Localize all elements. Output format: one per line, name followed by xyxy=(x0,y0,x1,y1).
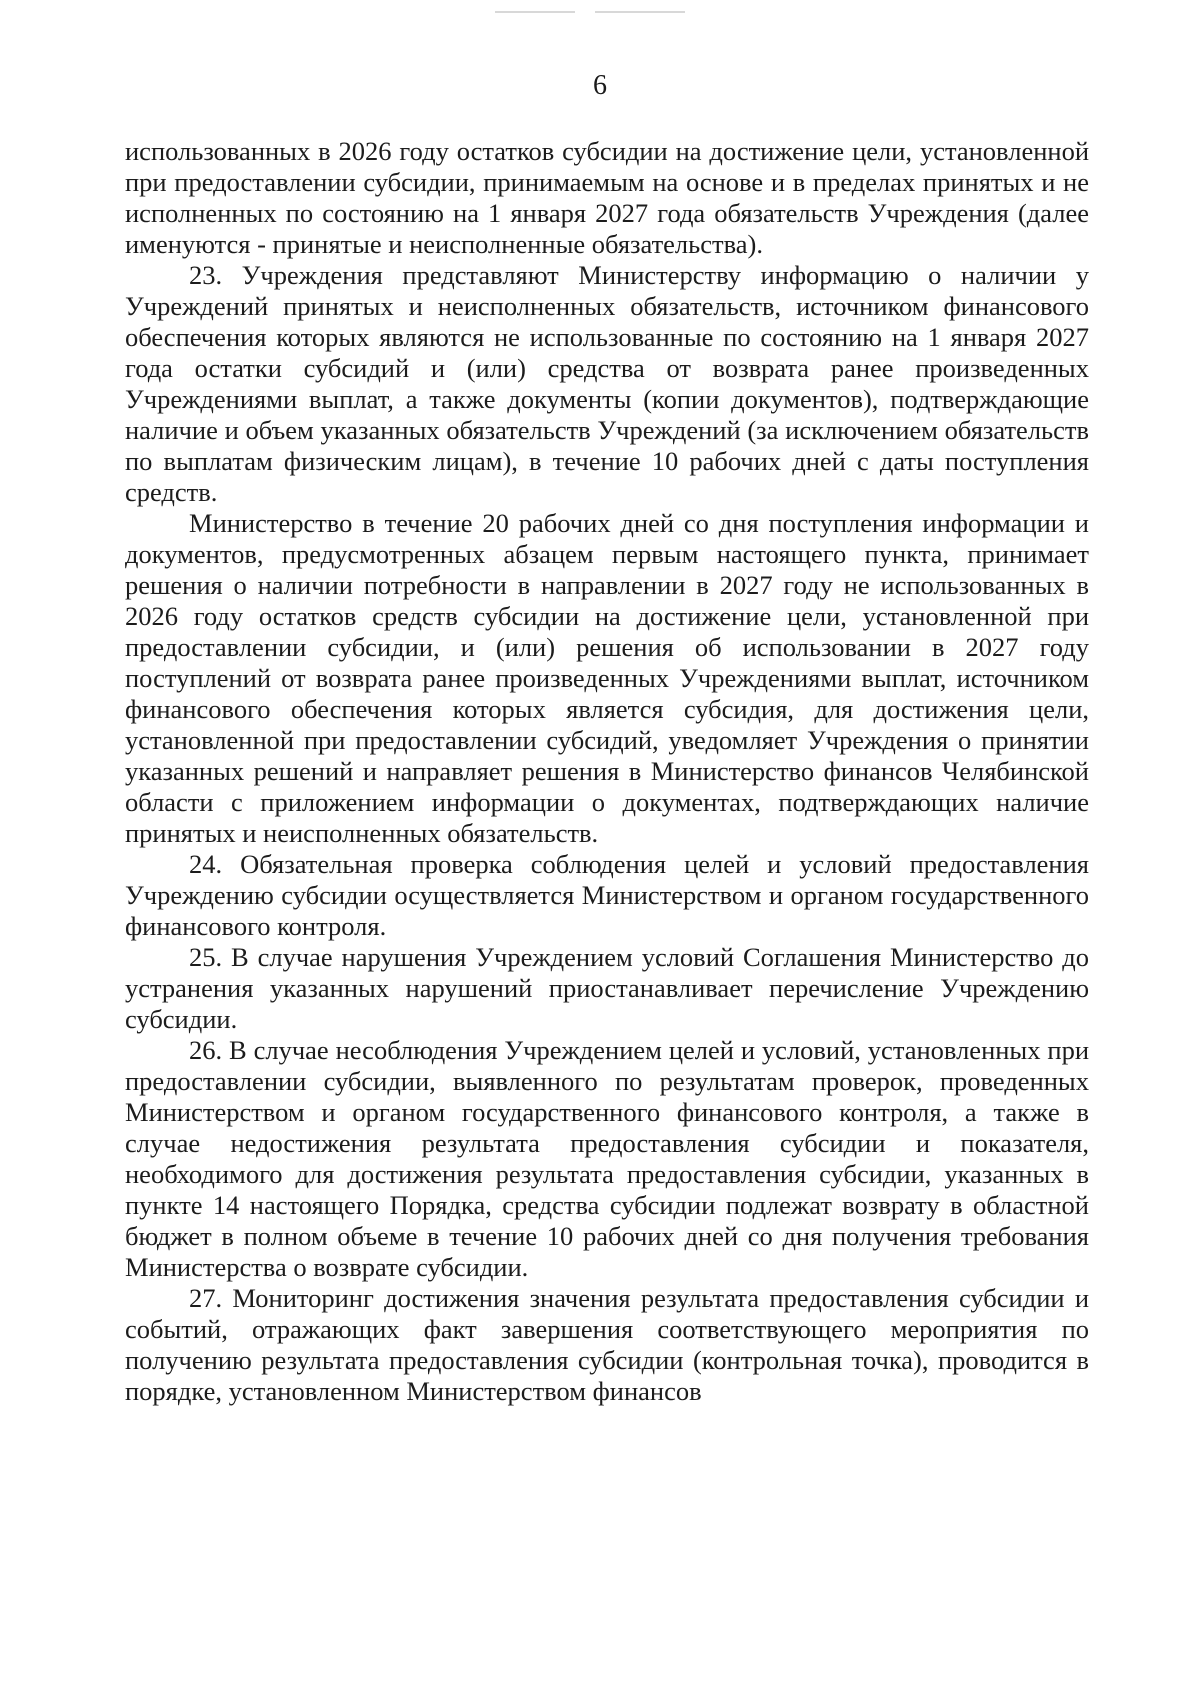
paragraph-26: 26. В случае несоблюдения Учреждением целей и условий, установленных при предоставлении субсидии, выявленного по результатам проверок, проведенных Министерством и органом государственного финансового контроля, а также в случае недостижения результата предоставления субсидии и показателя, необходимого для достижения результата предоставления субсидии, указанных в пункте 14 настоящего Порядка, средства субсидии подлежат возврату в областной бюджет в полном объеме в течение 10 рабочих дней со дня получения требования Министерства о возврате субсидии. xyxy=(125,1035,1089,1282)
paragraph-23-part-2: Министерство в течение 20 рабочих дней со дня поступления информации и документов, предусмотренных абзацем первым настоящего пункта, принимает решения о наличии потребности в направлении в 2027 году не использованных в 2026 году остатков средств субсидии на достижение цели, установленной при предоставлении субсидии, и (или) решения об использовании в 2027 году поступлений от возврата ранее произведенных Учреждениями выплат, источником финансового обеспечения которых является субсидия, для достижения цели, установленной при предоставлении субсидий, уведомляет Учреждения о принятии указанных решений и направляет решения в Министерство финансов Челябинской области с приложением информации о документах, подтверждающих наличие принятых и неисполненных обязательств. xyxy=(125,508,1089,848)
paragraph-23: 23. Учреждения представляют Министерству информацию о наличии у Учреждений принятых и неисполненных обязательств, источником финансового обеспечения которых являются не использованные по состоянию на 1 января 2027 года остатки субсидий и (или) средства от возврата ранее произведенных Учреждениями выплат, а также документы (копии документов), подтверждающие наличие и объем указанных обязательств Учреждений (за исключением обязательств по выплатам физическим лицам), в течение 10 рабочих дней с даты поступления средств. xyxy=(125,260,1089,507)
paragraph-24: 24. Обязательная проверка соблюдения целей и условий предоставления Учреждению субсидии осуществляется Министерством и органом государственного финансового контроля. xyxy=(125,849,1089,941)
paragraph-continuation: использованных в 2026 году остатков субсидии на достижение цели, установленной при предоставлении субсидии, принимаемым на основе и в пределах принятых и не исполненных по состоянию на 1 января 2027 года обязательств Учреждения (далее именуются - принятые и неисполненные обязательства). xyxy=(125,136,1089,259)
paragraph-27: 27. Мониторинг достижения значения результата предоставления субсидии и событий, отражающих факт завершения соответствующего мероприятия по получению результата предоставления субсидии (контрольная точка), проводится в порядке, установленном Министерством финансов xyxy=(125,1283,1089,1406)
paragraph-25: 25. В случае нарушения Учреждением условий Соглашения Министерство до устранения указанных нарушений приостанавливает перечисление Учреждению субсидии. xyxy=(125,942,1089,1034)
page-number: 6 xyxy=(593,70,607,101)
scan-artifact xyxy=(495,8,685,18)
document-body xyxy=(125,136,1089,1407)
